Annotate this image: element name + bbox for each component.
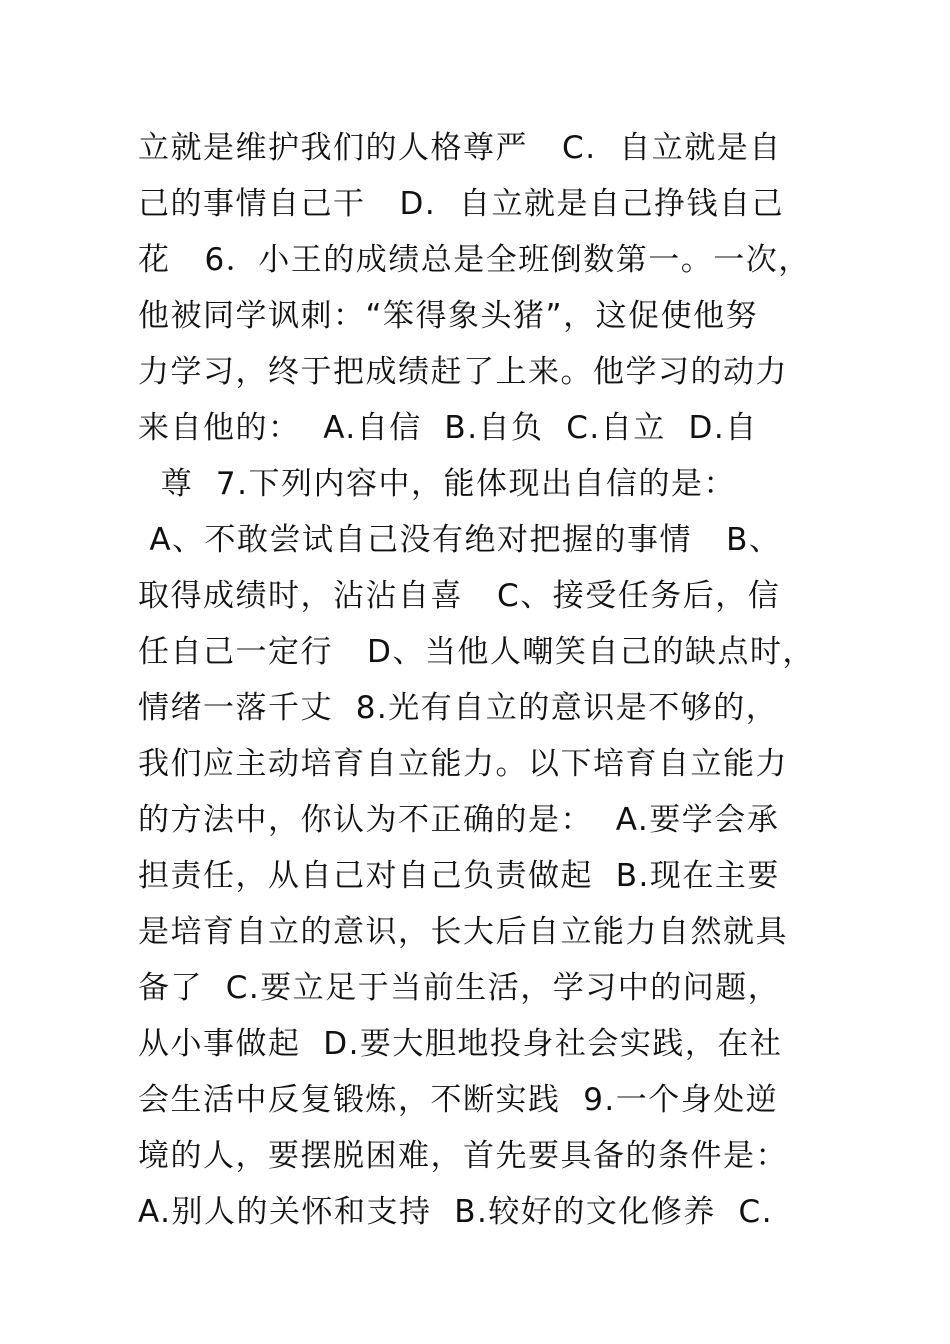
text-line: 是培育自立的意识，长大后自立能力自然就具	[138, 914, 788, 950]
text-line: 备了 C.要立足于当前生活，学习中的问题，	[138, 970, 781, 1006]
text-line: 会生活中反复锻炼，不断实践 9.一个身处逆	[138, 1082, 779, 1118]
text-line: 取得成绩时，沾沾自喜 C、接受任务后，信	[138, 578, 781, 614]
text-line: 尊 7.下列内容中，能体现出自信的是：	[138, 466, 736, 502]
text-line: 的方法中，你认为不正确的是： A.要学会承	[138, 802, 780, 838]
text-line: A.别人的关怀和支持 B.较好的文化修养 C.	[138, 1194, 774, 1230]
text-line: 境的人，要摆脱困难，首先要具备的条件是：	[138, 1138, 788, 1174]
text-line: 花 6．小王的成绩总是全班倒数第一。一次，	[138, 242, 811, 278]
text-line: 己的事情自己干 D. 自立就是自己挣钱自己	[138, 186, 784, 222]
text-line: 来自他的： A.自信 B.自负 C.自立 D.自	[138, 410, 758, 446]
text-line: 情绪一落千丈 8.光有自立的意识是不够的，	[138, 690, 779, 726]
text-line: 立就是维护我们的人格尊严 C. 自立就是自	[138, 130, 782, 166]
text-line: A、不敢尝试自己没有绝对把握的事情 B、	[138, 522, 782, 558]
text-line: 从小事做起 D.要大胆地投身社会实践，在社	[138, 1026, 783, 1062]
text-line: 力学习，终于把成绩赶了上来。他学习的动力	[138, 354, 788, 390]
text-line: 担责任，从自己对自己负责做起 B.现在主要	[138, 858, 780, 894]
text-line: 任自己一定行 D、当他人嘲笑自己的缺点时，	[138, 634, 815, 670]
text-line: 他被同学讽刺：“笨得象头猪”，这促使他努	[138, 298, 759, 334]
text-line: 我们应主动培育自立能力。以下培育自立能力	[138, 746, 788, 782]
